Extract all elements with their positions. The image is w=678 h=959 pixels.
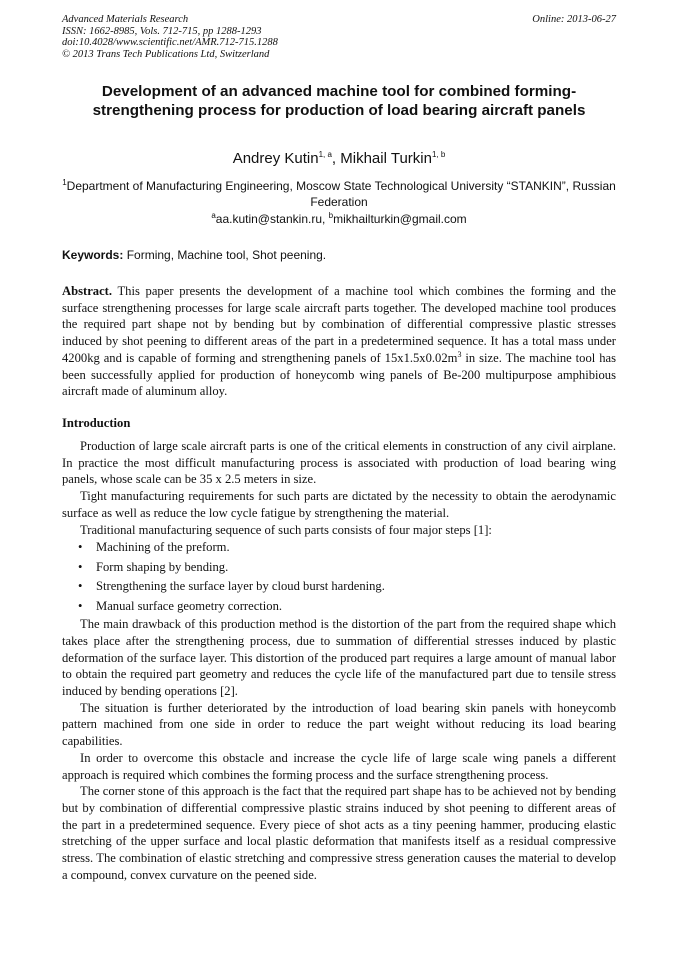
author-superscript: 1, b bbox=[431, 150, 446, 159]
bullet-icon: • bbox=[78, 579, 83, 594]
list-item bbox=[62, 577, 616, 597]
introduction-body bbox=[62, 438, 616, 883]
affiliation bbox=[62, 178, 616, 210]
abstract bbox=[62, 283, 616, 400]
email-address: aa.kutin@stankin.ru, bbox=[215, 212, 329, 226]
abstract-label: Abstract. bbox=[62, 284, 113, 298]
affiliation-text: Department of Manufacturing Engineering, Moscow State Technological University “STANKIN”, Russian Federation bbox=[66, 179, 616, 209]
doi-line: doi:10.4028/www.scientific.net/AMR.712-715.1288 bbox=[62, 37, 278, 48]
paragraph: The corner stone of this approach is the fact that the required part shape has to be achieved not by bending but by combination of differential compressive plastic strains induced by shot peening to different areas of the part in a predetermined sequence. Every piece of shot acts as a tiny peening hammer, producing elastic stretching of the upper surface and local plastic deformation that manifests itself as a residual compressive stress. The combination of elastic stretching and compressive stress generation causes the material to develop a compound, convex curvature on the peened side. bbox=[62, 784, 616, 882]
author-name: Mikhail Turkin bbox=[340, 150, 432, 167]
list-item-text: Form shaping by bending. bbox=[96, 559, 229, 574]
email-superscript: a bbox=[211, 211, 216, 220]
email-line bbox=[62, 212, 616, 226]
keywords-label: Keywords: bbox=[62, 248, 124, 262]
paragraph: Tight manufacturing requirements for such parts are dictated by the necessity to obtain the aerodynamic surface as well as reduce the low cycle fatigue by strengthening the material. bbox=[62, 489, 616, 520]
author-separator: , bbox=[331, 150, 341, 167]
abstract-text: This paper presents the development of a machine tool which combines the forming and the surface strengthening processes for large scale aircraft parts together. The developed machine tool produces the required part shape not by bending but by combination of differential compressive plastic stresses induced by shot peening to different areas of the part in a predetermined sequence. It has a total mass under 4200kg and is capable of forming and strengthening panels of 15x1.5x0.02m bbox=[62, 284, 616, 365]
author-name: Andrey Kutin bbox=[232, 150, 319, 167]
bullet-icon: • bbox=[78, 559, 83, 574]
paragraph: In order to overcome this obstacle and increase the cycle life of large scale wing panels a different approach is required which combines the forming process and the surface strengthening process. bbox=[62, 750, 616, 782]
keywords-text: Forming, Machine tool, Shot peening. bbox=[123, 248, 327, 262]
author-list bbox=[62, 150, 616, 167]
list-item-text: Manual surface geometry correction. bbox=[96, 598, 283, 613]
journal-header bbox=[62, 14, 616, 60]
email-superscript: b bbox=[328, 211, 334, 220]
list-item-text: Strengthening the surface layer by cloud burst hardening. bbox=[96, 579, 385, 594]
copyright-line: © 2013 Trans Tech Publications Ltd, Switzerland bbox=[62, 48, 270, 60]
author-superscript: 1, a bbox=[318, 150, 332, 159]
paper-title: Development of an advanced machine tool for combined forming-strengthening process for production of load bearing aircraft panels bbox=[92, 83, 586, 119]
journal-name: Advanced Materials Research bbox=[62, 14, 189, 25]
paragraph: Production of large scale aircraft parts is one of the critical elements in construction of any civil airplane. In practice the most difficult manufacturing process is associated with production of load bearing wing panels, whose scale can be 35 x 2.5 meters in size. bbox=[62, 439, 616, 487]
list-item bbox=[62, 558, 616, 578]
list-item bbox=[62, 538, 616, 558]
issn-line: ISSN: 1662-8985, Vols. 712-715, pp 1288-1293 bbox=[62, 25, 262, 37]
steps-list bbox=[62, 538, 616, 616]
abstract-text: in size. The machine tool has been successfully applied for production of honeycomb wing panels of Be-200 multipurpose amphibious aircraft made of aluminum alloy. bbox=[62, 350, 617, 399]
paragraph: The situation is further deteriorated by the introduction of load bearing skin panels with honeycomb pattern machined from one side in order to reduce the part weight without reducing its load bearing capabilities. bbox=[62, 700, 616, 749]
section-heading: Introduction bbox=[62, 416, 131, 430]
list-item-text: Machining of the preform. bbox=[96, 540, 230, 555]
bullet-icon: • bbox=[78, 540, 83, 555]
paragraph: Traditional manufacturing sequence of such parts consists of four major steps [1]: bbox=[80, 522, 492, 537]
paragraph: The main drawback of this production method is the distortion of the part from the required shape which takes place after the strengthening process, due to summation of differential stresses induced by plastic deformation of the surface layer. This distortion of the produced part requires a large amount of manual labor to obtain the required part geometry and reduces the cycle life of the manufactured part due to tensile stress induced by bending operations [2]. bbox=[62, 617, 616, 699]
abstract-superscript: 3 bbox=[457, 349, 462, 359]
list-item bbox=[62, 597, 616, 617]
affiliation-superscript: 1 bbox=[62, 178, 67, 187]
online-date: Online: 2013-06-27 bbox=[532, 14, 616, 25]
keywords bbox=[62, 248, 616, 262]
bullet-icon: • bbox=[78, 598, 83, 613]
email-address: mikhailturkin@gmail.com bbox=[333, 212, 467, 226]
